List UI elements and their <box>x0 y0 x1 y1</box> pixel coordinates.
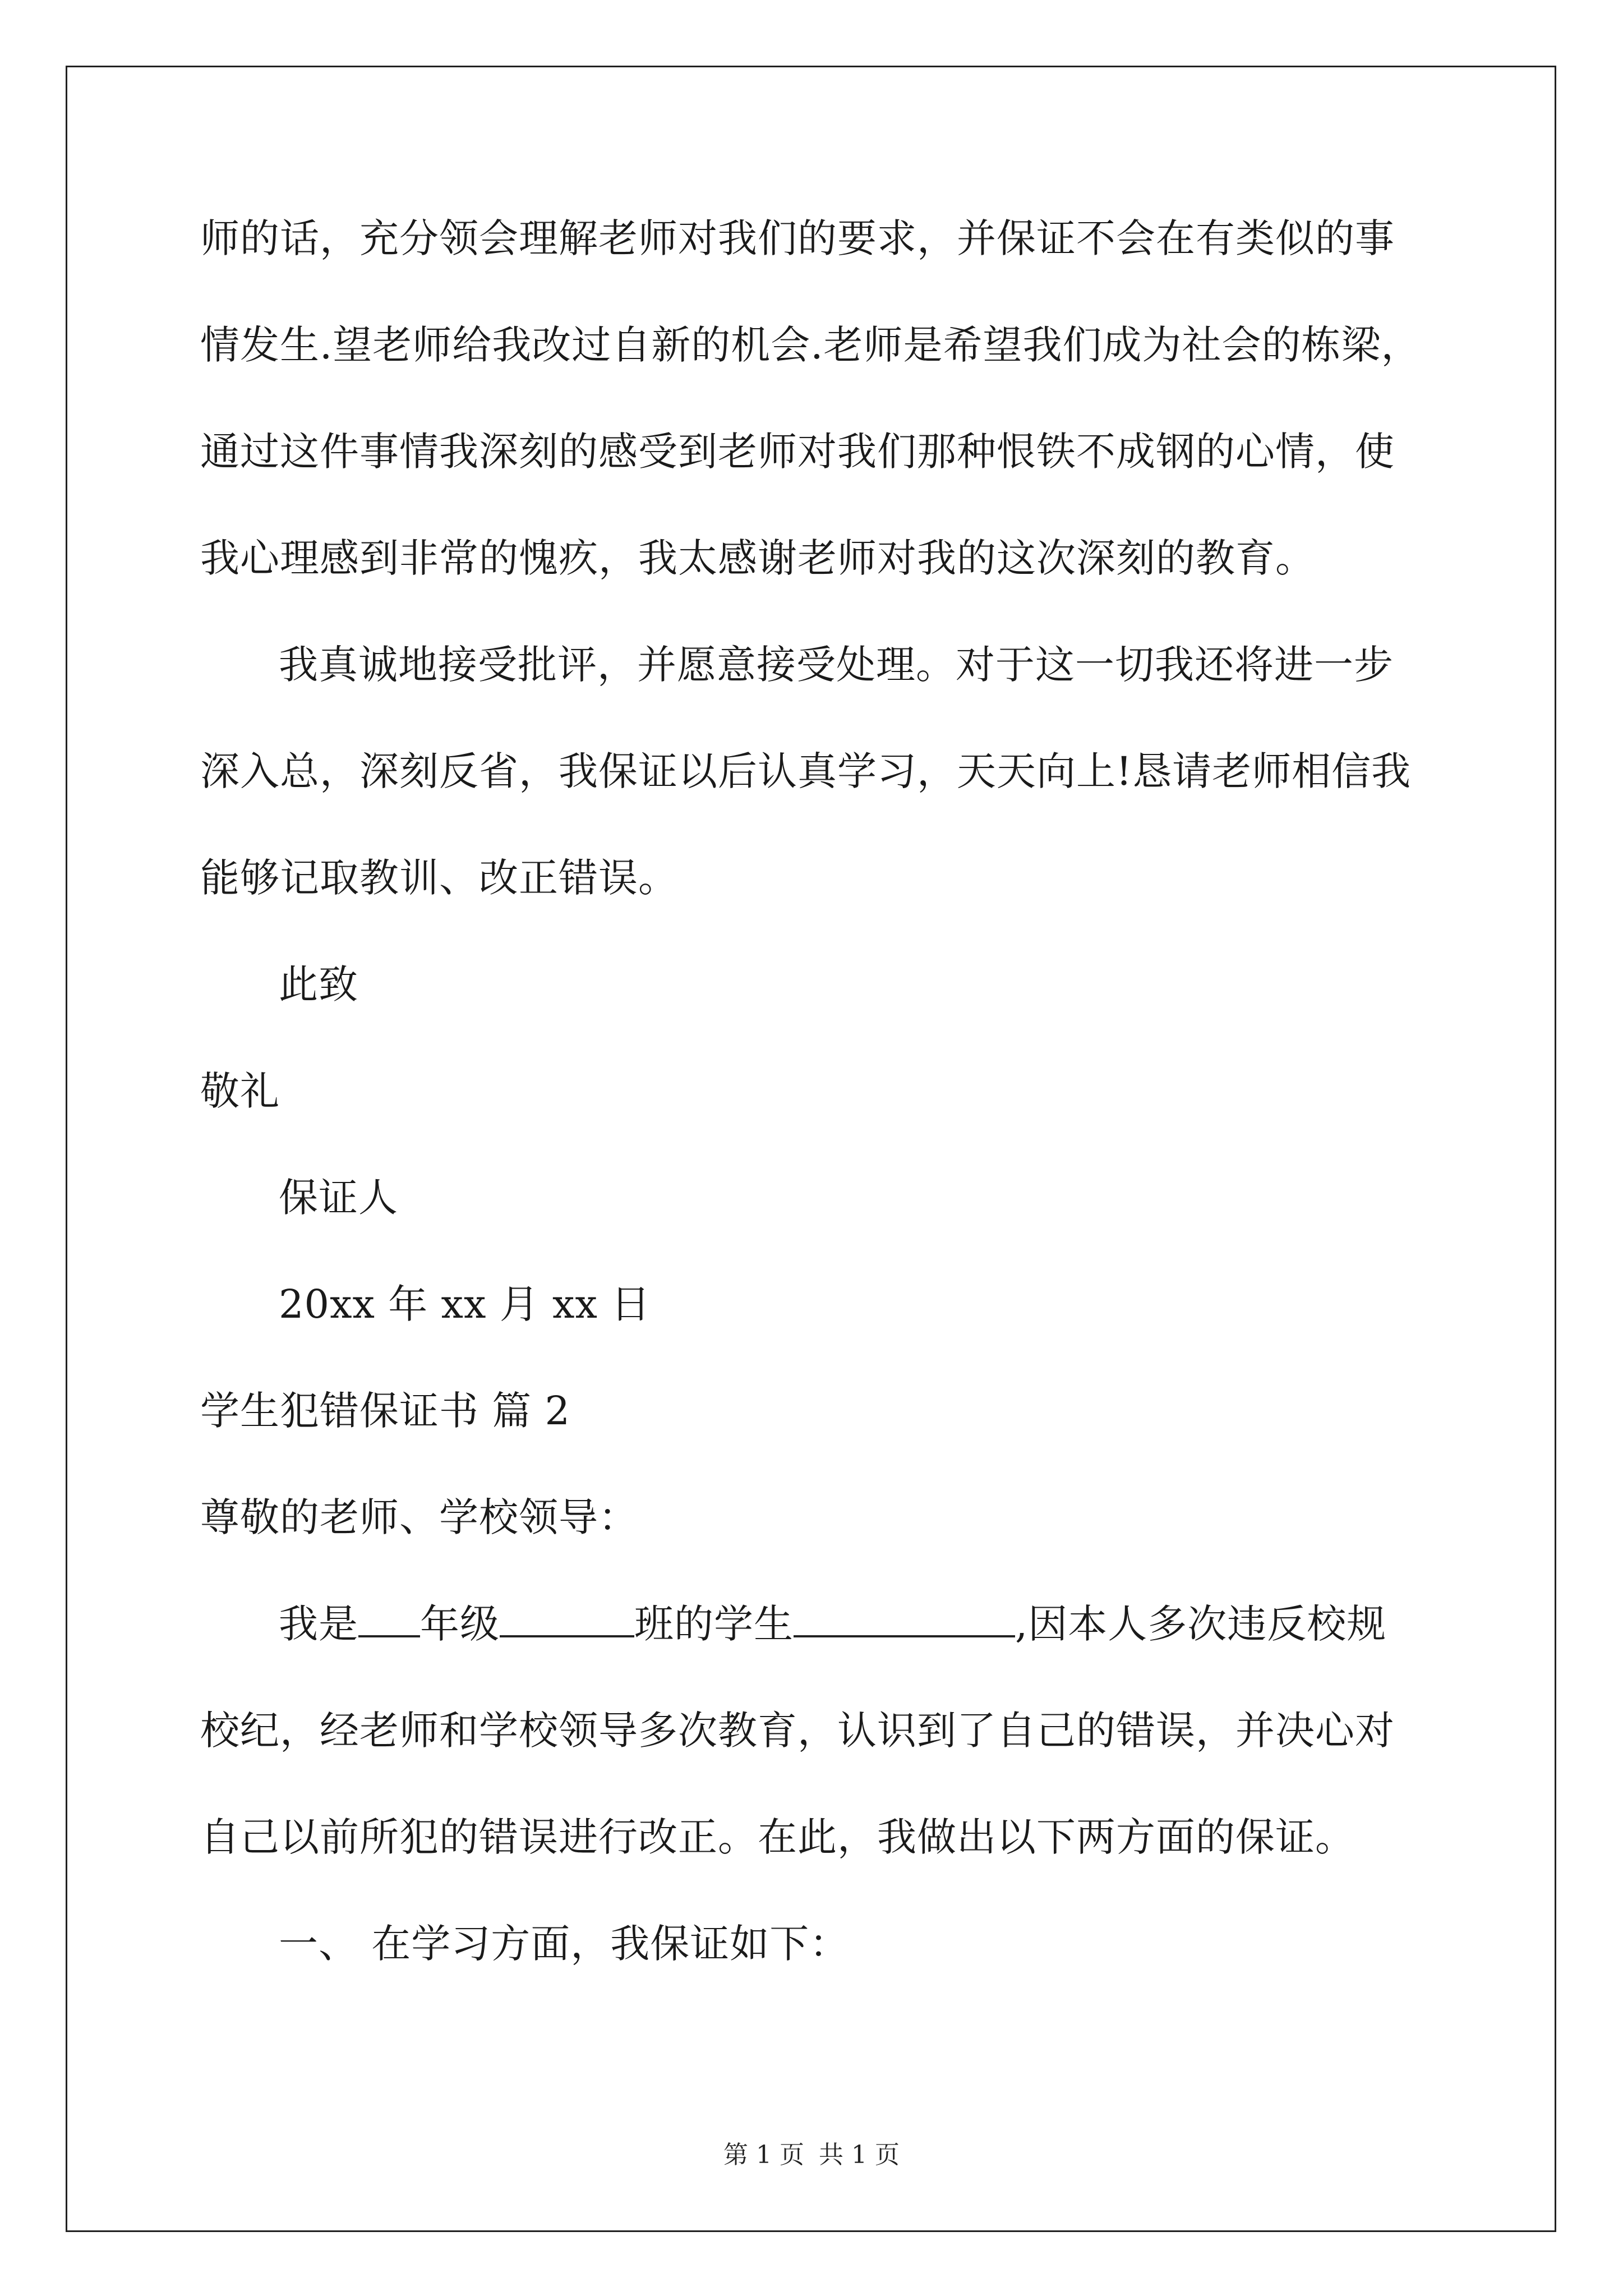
list-item-heading: 一、 在学习方面，我保证如下： <box>279 1921 850 1967</box>
page-footer <box>0 2134 1623 2170</box>
page-number: 第 1 页 <box>723 2141 804 2169</box>
paragraph-line: 能够记取教训、改正错误。 <box>200 855 678 901</box>
class-blank <box>500 1602 634 1637</box>
student-info-line <box>200 1571 1434 1677</box>
date-line: 20xx 年 xx 月 xx 日 <box>279 1281 651 1327</box>
paragraph-line: 我心理感到非常的愧疚，我太感谢老师对我的这次深刻的教育。 <box>200 535 1315 581</box>
section-title: 学生犯错保证书 篇 2 <box>200 1388 571 1434</box>
name-blank <box>794 1602 1015 1637</box>
paragraph-line: 情发生.望老师给我改过自新的机会.老师是希望我们成为社会的栋梁， <box>200 322 1421 368</box>
paragraph-line: 深入总，深刻反省，我保证以后认真学习，天天向上!恳请老师相信我 <box>200 748 1412 794</box>
signer-label: 保证人 <box>279 1175 398 1221</box>
document-body <box>200 185 1434 1997</box>
student-line-text: 我是 <box>279 1601 358 1647</box>
paragraph-line: 我真诚地接受批评，并愿意接受处理。对于这一切我还将进一步 <box>279 642 1394 688</box>
closing-salutation: 此致 <box>279 961 358 1007</box>
grade-blank <box>358 1602 420 1637</box>
paragraph-line: 自己以前所犯的错误进行改正。在此，我做出以下两方面的保证。 <box>200 1814 1355 1860</box>
greeting: 尊敬的老师、学校领导： <box>200 1494 638 1540</box>
student-line-text: 年级 <box>420 1601 500 1647</box>
paragraph-line: 校纪，经老师和学校领导多次教育，认识到了自己的错误，并决心对 <box>200 1708 1395 1754</box>
total-pages: 共 1 页 <box>819 2141 900 2169</box>
paragraph-line: 通过这件事情我深刻的感受到老师对我们那种恨铁不成钢的心情，使 <box>200 429 1395 475</box>
closing-regards: 敬礼 <box>200 1068 280 1114</box>
student-line-text: ,因本人多次违反校规 <box>1015 1601 1387 1647</box>
paragraph-line: 师的话，充分领会理解老师对我们的要求，并保证不会在有类似的事 <box>200 215 1395 261</box>
student-line-text: 班的学生 <box>634 1601 794 1647</box>
